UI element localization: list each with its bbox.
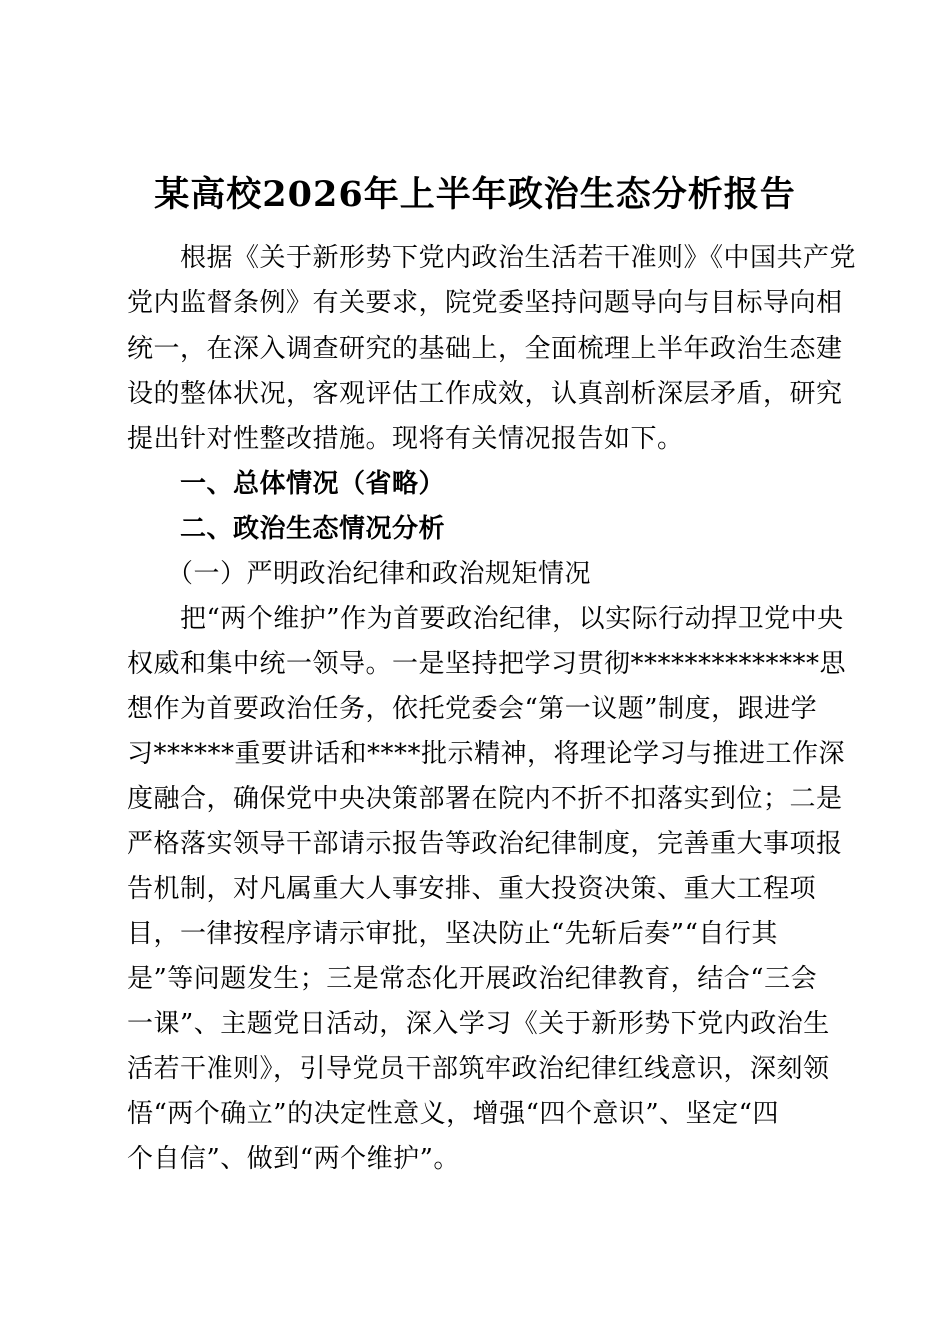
paragraph-intro-line-1: 根据《关于新形势下党内政治生活若干准则》《中国共产党 [127,243,857,273]
paragraph-body-line-12: 悟“两个确立”的决定性意义，增强“四个意识”、坚定“四 [127,1099,779,1129]
heading-analysis: 二、政治生态情况分析 [127,514,446,544]
paragraph-body-line-4: 习******重要讲话和****批示精神，将理论学习与推进工作深 [127,739,846,769]
paragraph-intro-line-4: 设的整体状况，客观评估工作成效，认真剖析深层矛盾，研究 [127,379,843,409]
paragraph-body-line-7: 告机制，对凡属重大人事安排、重大投资决策、重大工程项 [127,874,817,904]
paragraph-body-line-9: 是”等问题发生；三是常态化开展政治纪律教育，结合“三会 [127,964,818,994]
paragraph-intro-line-5: 提出针对性整改措施。现将有关情况报告如下。 [127,424,684,454]
document-title: 某高校2026年上半年政治生态分析报告 [154,174,796,215]
paragraph-body-line-2: 权威和集中统一领导。一是坚持把学习贯彻**************思 [127,649,847,679]
paragraph-body-line-13: 个自信”、做到“两个维护”。 [127,1144,460,1174]
paragraph-body-line-3: 想作为首要政治任务，依托党委会“第一议题”制度，跟进学 [127,694,818,724]
paragraph-body-line-8: 目，一律按程序请示审批，坚决防止“先斩后奏”“自行其 [127,919,778,949]
paragraph-body-line-6: 严格落实领导干部请示报告等政治纪律制度，完善重大事项报 [127,829,843,859]
heading-overall-situation: 一、总体情况（省略） [127,469,446,499]
paragraph-body-line-11: 活若干准则》，引导党员干部筑牢政治纪律红线意识，深刻领 [127,1054,830,1084]
paragraph-intro-line-2: 党内监督条例》有关要求，院党委坚持问题导向与目标导向相 [127,288,843,318]
paragraph-body-line-1: 把“两个维护”作为首要政治纪律，以实际行动捍卫党中央 [127,604,844,634]
paragraph-body-line-5: 度融合，确保党中央决策部署在院内不折不扣落实到位；二是 [127,784,843,814]
subheading-political-discipline: （一）严明政治纪律和政治规矩情况 [127,559,592,589]
paragraph-intro-line-3: 统一，在深入调查研究的基础上，全面梳理上半年政治生态建 [127,334,843,364]
paragraph-body-line-10: 一课”、主题党日活动，深入学习《关于新形势下党内政治生 [127,1009,830,1039]
